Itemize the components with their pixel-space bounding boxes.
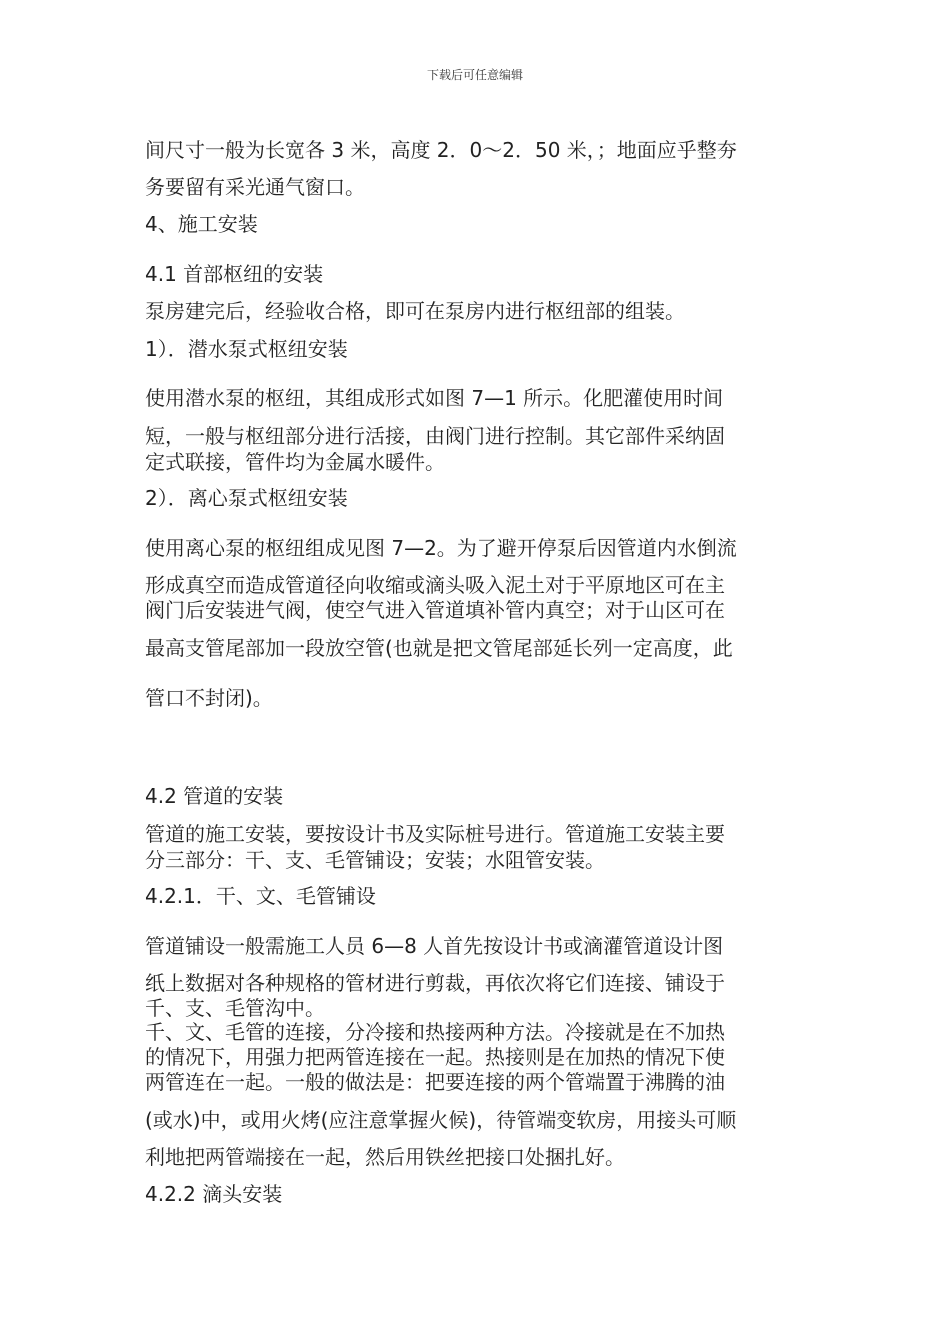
text-line: 管道铺设一般需施工人员 6—8 人首先按设计书或滴灌管道设计图 xyxy=(145,934,724,958)
text-line: 形成真空而造成管道径向收缩或滴头吸入泥土对于平原地区可在主 xyxy=(145,573,725,597)
text-line: 千、文、毛管的连接，分冷接和热接两种方法。冷接就是在不加热 xyxy=(145,1020,725,1044)
text-line: 千、支、毛管沟中。 xyxy=(145,996,325,1020)
text-line: 最高支管尾部加一段放空管(也就是把文管尾部延长列一定高度，此 xyxy=(145,636,733,660)
text-line: 管口不封闭)。 xyxy=(145,686,273,710)
subsection-heading: 4.2 管道的安装 xyxy=(145,784,284,808)
text-line: (或水)中，或用火烤(应注意掌握火候)，待管端变软房，用接头可顺 xyxy=(145,1108,737,1132)
item-heading: 2）．离心泵式枢纽安装 xyxy=(145,486,348,510)
item-heading: 1）．潜水泵式枢纽安装 xyxy=(145,337,348,361)
subsubsection-heading: 4.2.1．干、文、毛管铺设 xyxy=(145,884,376,908)
page-header: 下载后可任意编辑 xyxy=(426,68,523,82)
text-line: 定式联接，管件均为金属水暖件。 xyxy=(145,450,445,474)
text-line: 管道的施工安装，要按设计书及实际桩号进行。管道施工安装主要 xyxy=(145,822,725,846)
text-line: 泵房建完后，经验收合格，即可在泵房内进行枢纽部的组装。 xyxy=(145,299,685,323)
text-line: 使用潜水泵的枢纽，其组成形式如图 7—1 所示。化肥灌使用时间 xyxy=(145,386,724,410)
text-line: 两管连在一起。一般的做法是：把要连接的两个管端置于沸腾的油 xyxy=(145,1070,725,1094)
text-line: 分三部分：干、支、毛管铺设；安装；水阻管安装。 xyxy=(145,848,605,872)
text-line: 纸上数据对各种规格的管材进行剪裁，再依次将它们连接、铺设于 xyxy=(145,971,725,995)
subsection-heading: 4.1 首部枢纽的安装 xyxy=(145,262,324,286)
text-line: 间尺寸一般为长宽各 3 米，高度 2．0～2．50 米，；地面应乎整夯 xyxy=(145,138,737,162)
text-line: 的情况下，用强力把两管连接在一起。热接则是在加热的情况下使 xyxy=(145,1045,725,1069)
text-line: 阀门后安装进气阀，使空气进入管道填补管内真空；对于山区可在 xyxy=(145,598,725,622)
text-line: 利地把两管端接在一起，然后用铁丝把接口处捆扎好。 xyxy=(145,1145,625,1169)
text-line: 使用离心泵的枢纽组成见图 7—2。为了避开停泵后因管道内水倒流 xyxy=(145,536,737,560)
text-line: 短，一般与枢纽部分进行活接，由阀门进行控制。其它部件采纳固 xyxy=(145,424,725,448)
subsubsection-heading: 4.2.2 滴头安装 xyxy=(145,1182,283,1206)
section-heading: 4、施工安装 xyxy=(145,212,258,236)
text-line: 务要留有采光通气窗口。 xyxy=(145,175,365,199)
